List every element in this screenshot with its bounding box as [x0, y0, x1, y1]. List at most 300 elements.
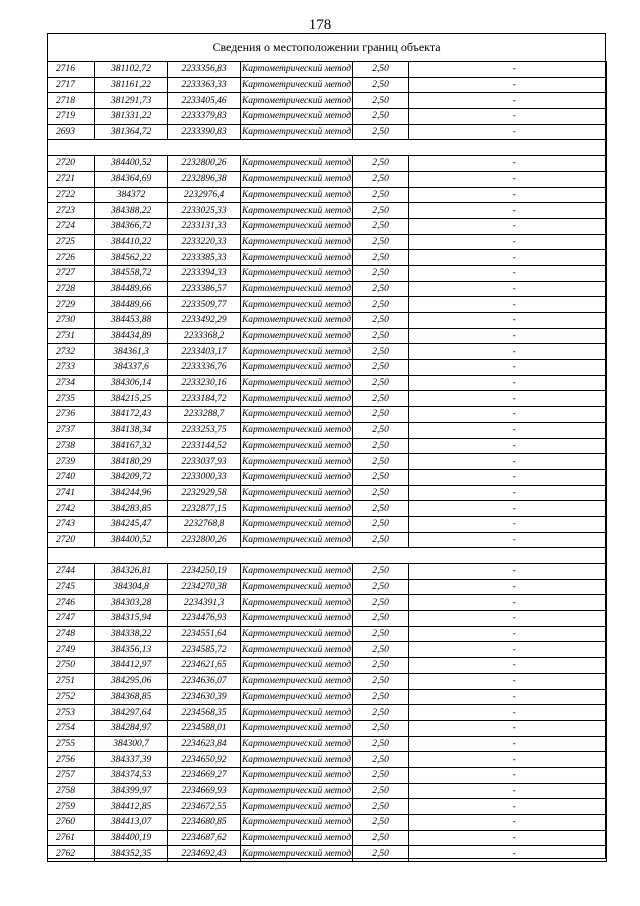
description-cell: - — [423, 438, 607, 454]
y-coordinate-cell: 2234391,3 — [168, 595, 241, 611]
method-cell: Картометрический метод — [241, 203, 353, 219]
blank-cell — [409, 689, 423, 705]
y-coordinate-cell: 2234621,65 — [168, 658, 241, 674]
description-cell: - — [423, 689, 607, 705]
method-cell: Картометрический метод — [241, 344, 353, 360]
table-row — [48, 689, 607, 705]
y-coordinate-cell: 2234551,64 — [168, 626, 241, 642]
x-coordinate-cell: 384400,52 — [95, 532, 168, 548]
blank-cell — [409, 203, 423, 219]
table-row — [48, 485, 607, 501]
accuracy-cell: 2,50 — [353, 438, 409, 454]
y-coordinate-cell: 2232929,58 — [168, 485, 241, 501]
method-cell: Картометрический метод — [241, 485, 353, 501]
description-cell: - — [423, 171, 607, 187]
method-cell: Картометрический метод — [241, 360, 353, 376]
coordinates-table — [47, 61, 607, 862]
description-cell: - — [423, 265, 607, 281]
accuracy-cell: 2,50 — [353, 626, 409, 642]
table-row — [48, 454, 607, 470]
point-number-cell: 2759 — [48, 799, 95, 815]
description-cell: - — [423, 218, 607, 234]
blank-cell — [409, 313, 423, 329]
description-cell: - — [423, 62, 607, 78]
method-cell: Картометрический метод — [241, 218, 353, 234]
table-title: Сведения о местоположении границ объекта — [48, 34, 605, 62]
accuracy-cell: 2,50 — [353, 673, 409, 689]
blank-cell — [409, 171, 423, 187]
y-coordinate-cell: 2234650,92 — [168, 752, 241, 768]
y-coordinate-cell: 2233336,76 — [168, 360, 241, 376]
method-cell: Картометрический метод — [241, 62, 353, 78]
table-row — [48, 767, 607, 783]
description-cell: - — [423, 595, 607, 611]
accuracy-cell: 2,50 — [353, 124, 409, 140]
method-cell: Картометрический метод — [241, 642, 353, 658]
x-coordinate-cell: 384283,85 — [95, 501, 168, 517]
x-coordinate-cell: 384244,96 — [95, 485, 168, 501]
table-row — [48, 109, 607, 125]
method-cell: Картометрический метод — [241, 767, 353, 783]
blank-cell — [409, 516, 423, 532]
x-coordinate-cell: 384209,72 — [95, 469, 168, 485]
y-coordinate-cell: 2234687,62 — [168, 830, 241, 846]
table-row — [48, 234, 607, 250]
blank-cell — [409, 156, 423, 172]
table-row — [48, 438, 607, 454]
method-cell: Картометрический метод — [241, 736, 353, 752]
description-cell: - — [423, 720, 607, 736]
description-cell: - — [423, 846, 607, 862]
table-row — [48, 501, 607, 517]
method-cell: Картометрический метод — [241, 799, 353, 815]
point-number-cell: 2733 — [48, 360, 95, 376]
x-coordinate-cell: 384410,22 — [95, 234, 168, 250]
x-coordinate-cell: 384562,22 — [95, 250, 168, 266]
accuracy-cell: 2,50 — [353, 281, 409, 297]
y-coordinate-cell: 2234568,35 — [168, 705, 241, 721]
x-coordinate-cell: 384558,72 — [95, 265, 168, 281]
table-row — [48, 124, 607, 140]
table-row — [48, 658, 607, 674]
accuracy-cell: 2,50 — [353, 689, 409, 705]
table-row — [48, 187, 607, 203]
table-row — [48, 297, 607, 313]
x-coordinate-cell: 384366,72 — [95, 218, 168, 234]
accuracy-cell: 2,50 — [353, 642, 409, 658]
y-coordinate-cell: 2234672,55 — [168, 799, 241, 815]
point-number-cell: 2758 — [48, 783, 95, 799]
y-coordinate-cell: 2234630,39 — [168, 689, 241, 705]
blank-cell — [409, 673, 423, 689]
point-number-cell: 2728 — [48, 281, 95, 297]
method-cell: Картометрический метод — [241, 313, 353, 329]
y-coordinate-cell: 2234270,38 — [168, 579, 241, 595]
x-coordinate-cell: 384295,06 — [95, 673, 168, 689]
y-coordinate-cell: 2233385,33 — [168, 250, 241, 266]
table-row — [48, 611, 607, 627]
method-cell: Картометрический метод — [241, 830, 353, 846]
y-coordinate-cell: 2234669,93 — [168, 783, 241, 799]
method-cell: Картометрический метод — [241, 532, 353, 548]
blank-cell — [409, 265, 423, 281]
blank-cell — [409, 705, 423, 721]
accuracy-cell: 2,50 — [353, 830, 409, 846]
table-row — [48, 799, 607, 815]
accuracy-cell: 2,50 — [353, 187, 409, 203]
point-number-cell: 2724 — [48, 218, 95, 234]
method-cell: Картометрический метод — [241, 375, 353, 391]
table-row — [48, 62, 607, 78]
table-row — [48, 469, 607, 485]
y-coordinate-cell: 2232896,38 — [168, 171, 241, 187]
x-coordinate-cell: 384489,66 — [95, 297, 168, 313]
point-number-cell: 2717 — [48, 77, 95, 93]
point-number-cell: 2757 — [48, 767, 95, 783]
page-number: 178 — [308, 17, 332, 33]
y-coordinate-cell: 2233144,52 — [168, 438, 241, 454]
blank-cell — [409, 485, 423, 501]
method-cell: Картометрический метод — [241, 501, 353, 517]
point-number-cell: 2761 — [48, 830, 95, 846]
blank-cell — [409, 626, 423, 642]
y-coordinate-cell: 2232976,4 — [168, 187, 241, 203]
description-cell: - — [423, 799, 607, 815]
blank-cell — [409, 422, 423, 438]
y-coordinate-cell: 2232877,15 — [168, 501, 241, 517]
accuracy-cell: 2,50 — [353, 375, 409, 391]
blank-cell — [409, 62, 423, 78]
accuracy-cell: 2,50 — [353, 422, 409, 438]
blank-cell — [409, 799, 423, 815]
accuracy-cell: 2,50 — [353, 218, 409, 234]
x-coordinate-cell: 384284,97 — [95, 720, 168, 736]
x-coordinate-cell: 381331,22 — [95, 109, 168, 125]
description-cell: - — [423, 469, 607, 485]
table-row — [48, 579, 607, 595]
method-cell: Картометрический метод — [241, 454, 353, 470]
accuracy-cell: 2,50 — [353, 250, 409, 266]
blank-cell — [409, 532, 423, 548]
description-cell: - — [423, 658, 607, 674]
x-coordinate-cell: 384412,97 — [95, 658, 168, 674]
accuracy-cell: 2,50 — [353, 658, 409, 674]
description-cell: - — [423, 501, 607, 517]
method-cell: Картометрический метод — [241, 658, 353, 674]
description-cell: - — [423, 454, 607, 470]
accuracy-cell: 2,50 — [353, 469, 409, 485]
method-cell: Картометрический метод — [241, 673, 353, 689]
method-cell: Картометрический метод — [241, 516, 353, 532]
point-number-cell: 2716 — [48, 62, 95, 78]
point-number-cell: 2739 — [48, 454, 95, 470]
x-coordinate-cell: 384356,13 — [95, 642, 168, 658]
accuracy-cell: 2,50 — [353, 783, 409, 799]
accuracy-cell: 2,50 — [353, 391, 409, 407]
table-row — [48, 313, 607, 329]
description-cell: - — [423, 281, 607, 297]
accuracy-cell: 2,50 — [353, 485, 409, 501]
description-cell: - — [423, 124, 607, 140]
point-number-cell: 2741 — [48, 485, 95, 501]
method-cell: Картометрический метод — [241, 109, 353, 125]
method-cell: Картометрический метод — [241, 469, 353, 485]
x-coordinate-cell: 381291,73 — [95, 93, 168, 109]
table-row — [48, 532, 607, 548]
point-number-cell: 2731 — [48, 328, 95, 344]
x-coordinate-cell: 384304,8 — [95, 579, 168, 595]
blank-cell — [409, 611, 423, 627]
method-cell: Картометрический метод — [241, 281, 353, 297]
point-number-cell: 2746 — [48, 595, 95, 611]
y-coordinate-cell: 2234680,85 — [168, 815, 241, 831]
y-coordinate-cell: 2233356,83 — [168, 62, 241, 78]
blank-cell — [409, 736, 423, 752]
y-coordinate-cell: 2233405,46 — [168, 93, 241, 109]
y-coordinate-cell: 2233492,29 — [168, 313, 241, 329]
method-cell: Картометрический метод — [241, 846, 353, 862]
blank-cell — [409, 297, 423, 313]
x-coordinate-cell: 381161,22 — [95, 77, 168, 93]
blank-cell — [409, 658, 423, 674]
method-cell: Картометрический метод — [241, 391, 353, 407]
blank-cell — [409, 109, 423, 125]
point-number-cell: 2735 — [48, 391, 95, 407]
table-row — [48, 328, 607, 344]
y-coordinate-cell: 2233037,93 — [168, 454, 241, 470]
description-cell: - — [423, 815, 607, 831]
accuracy-cell: 2,50 — [353, 564, 409, 580]
point-number-cell: 2749 — [48, 642, 95, 658]
y-coordinate-cell: 2233000,33 — [168, 469, 241, 485]
table-row — [48, 752, 607, 768]
point-number-cell: 2748 — [48, 626, 95, 642]
accuracy-cell: 2,50 — [353, 109, 409, 125]
accuracy-cell: 2,50 — [353, 752, 409, 768]
x-coordinate-cell: 384399,97 — [95, 783, 168, 799]
method-cell: Картометрический метод — [241, 93, 353, 109]
method-cell: Картометрический метод — [241, 407, 353, 423]
table-row — [48, 265, 607, 281]
table-row — [48, 344, 607, 360]
method-cell: Картометрический метод — [241, 720, 353, 736]
point-number-cell: 2750 — [48, 658, 95, 674]
description-cell: - — [423, 234, 607, 250]
method-cell: Картометрический метод — [241, 783, 353, 799]
point-number-cell: 2760 — [48, 815, 95, 831]
blank-cell — [409, 391, 423, 407]
y-coordinate-cell: 2234476,93 — [168, 611, 241, 627]
point-number-cell: 2721 — [48, 171, 95, 187]
point-number-cell: 2725 — [48, 234, 95, 250]
point-number-cell: 2752 — [48, 689, 95, 705]
table-row — [48, 705, 607, 721]
y-coordinate-cell: 2233390,83 — [168, 124, 241, 140]
point-number-cell: 2755 — [48, 736, 95, 752]
x-coordinate-cell: 384315,94 — [95, 611, 168, 627]
y-coordinate-cell: 2234588,01 — [168, 720, 241, 736]
description-cell: - — [423, 407, 607, 423]
y-coordinate-cell: 2233230,16 — [168, 375, 241, 391]
y-coordinate-cell: 2234636,07 — [168, 673, 241, 689]
accuracy-cell: 2,50 — [353, 313, 409, 329]
accuracy-cell: 2,50 — [353, 203, 409, 219]
blank-cell — [409, 815, 423, 831]
y-coordinate-cell: 2232800,26 — [168, 532, 241, 548]
description-cell: - — [423, 422, 607, 438]
group-separator — [48, 140, 607, 156]
table-row — [48, 642, 607, 658]
accuracy-cell: 2,50 — [353, 846, 409, 862]
table-row — [48, 564, 607, 580]
description-cell: - — [423, 328, 607, 344]
x-coordinate-cell: 384215,25 — [95, 391, 168, 407]
blank-cell — [409, 469, 423, 485]
accuracy-cell: 2,50 — [353, 720, 409, 736]
accuracy-cell: 2,50 — [353, 532, 409, 548]
x-coordinate-cell: 384337,6 — [95, 360, 168, 376]
blank-cell — [409, 501, 423, 517]
method-cell: Картометрический метод — [241, 752, 353, 768]
accuracy-cell: 2,50 — [353, 516, 409, 532]
point-number-cell: 2729 — [48, 297, 95, 313]
method-cell: Картометрический метод — [241, 564, 353, 580]
table-row — [48, 218, 607, 234]
x-coordinate-cell: 384434,89 — [95, 328, 168, 344]
point-number-cell: 2745 — [48, 579, 95, 595]
accuracy-cell: 2,50 — [353, 705, 409, 721]
blank-cell — [409, 830, 423, 846]
point-number-cell: 2720 — [48, 532, 95, 548]
y-coordinate-cell: 2232768,8 — [168, 516, 241, 532]
x-coordinate-cell: 384413,07 — [95, 815, 168, 831]
blank-cell — [409, 93, 423, 109]
y-coordinate-cell: 2233368,2 — [168, 328, 241, 344]
description-cell: - — [423, 391, 607, 407]
accuracy-cell: 2,50 — [353, 156, 409, 172]
description-cell: - — [423, 673, 607, 689]
blank-cell — [409, 438, 423, 454]
x-coordinate-cell: 384300,7 — [95, 736, 168, 752]
method-cell: Картометрический метод — [241, 689, 353, 705]
x-coordinate-cell: 384453,88 — [95, 313, 168, 329]
point-number-cell: 2738 — [48, 438, 95, 454]
point-number-cell: 2747 — [48, 611, 95, 627]
point-number-cell: 2762 — [48, 846, 95, 862]
x-coordinate-cell: 384172,43 — [95, 407, 168, 423]
description-cell: - — [423, 752, 607, 768]
method-cell: Картометрический метод — [241, 265, 353, 281]
accuracy-cell: 2,50 — [353, 579, 409, 595]
x-coordinate-cell: 384364,69 — [95, 171, 168, 187]
point-number-cell: 2719 — [48, 109, 95, 125]
method-cell: Картометрический метод — [241, 171, 353, 187]
y-coordinate-cell: 2233403,17 — [168, 344, 241, 360]
blank-cell — [409, 846, 423, 862]
method-cell: Картометрический метод — [241, 595, 353, 611]
blank-cell — [409, 595, 423, 611]
table-row — [48, 626, 607, 642]
y-coordinate-cell: 2233184,72 — [168, 391, 241, 407]
table-row — [48, 830, 607, 846]
blank-cell — [409, 328, 423, 344]
x-coordinate-cell: 384338,22 — [95, 626, 168, 642]
point-number-cell: 2751 — [48, 673, 95, 689]
accuracy-cell: 2,50 — [353, 62, 409, 78]
x-coordinate-cell: 381364,72 — [95, 124, 168, 140]
x-coordinate-cell: 384352,35 — [95, 846, 168, 862]
point-number-cell: 2718 — [48, 93, 95, 109]
accuracy-cell: 2,50 — [353, 328, 409, 344]
description-cell: - — [423, 626, 607, 642]
accuracy-cell: 2,50 — [353, 234, 409, 250]
description-cell: - — [423, 705, 607, 721]
table-row — [48, 93, 607, 109]
y-coordinate-cell: 2234692,43 — [168, 846, 241, 862]
point-number-cell: 2743 — [48, 516, 95, 532]
accuracy-cell: 2,50 — [353, 407, 409, 423]
y-coordinate-cell: 2232800,26 — [168, 156, 241, 172]
description-cell: - — [423, 532, 607, 548]
point-number-cell: 2754 — [48, 720, 95, 736]
method-cell: Картометрический метод — [241, 250, 353, 266]
y-coordinate-cell: 2234623,84 — [168, 736, 241, 752]
point-number-cell: 2756 — [48, 752, 95, 768]
description-cell: - — [423, 250, 607, 266]
table-row — [48, 171, 607, 187]
table-row — [48, 391, 607, 407]
blank-cell — [409, 642, 423, 658]
y-coordinate-cell: 2233379,83 — [168, 109, 241, 125]
y-coordinate-cell: 2234585,72 — [168, 642, 241, 658]
x-coordinate-cell: 384374,53 — [95, 767, 168, 783]
description-cell: - — [423, 109, 607, 125]
method-cell: Картометрический метод — [241, 297, 353, 313]
point-number-cell: 2734 — [48, 375, 95, 391]
blank-cell — [409, 564, 423, 580]
table-row — [48, 375, 607, 391]
x-coordinate-cell: 384297,64 — [95, 705, 168, 721]
table-row — [48, 595, 607, 611]
accuracy-cell: 2,50 — [353, 265, 409, 281]
accuracy-cell: 2,50 — [353, 171, 409, 187]
description-cell: - — [423, 297, 607, 313]
point-number-cell: 2722 — [48, 187, 95, 203]
blank-cell — [409, 250, 423, 266]
method-cell: Картометрический метод — [241, 705, 353, 721]
blank-cell — [409, 218, 423, 234]
method-cell: Картометрический метод — [241, 815, 353, 831]
blank-cell — [409, 454, 423, 470]
method-cell: Картометрический метод — [241, 156, 353, 172]
x-coordinate-cell: 384489,66 — [95, 281, 168, 297]
description-cell: - — [423, 156, 607, 172]
table-row — [48, 281, 607, 297]
point-number-cell: 2723 — [48, 203, 95, 219]
point-number-cell: 2740 — [48, 469, 95, 485]
x-coordinate-cell: 384326,81 — [95, 564, 168, 580]
method-cell: Картометрический метод — [241, 77, 353, 93]
x-coordinate-cell: 384245,47 — [95, 516, 168, 532]
description-cell: - — [423, 187, 607, 203]
blank-cell — [409, 344, 423, 360]
y-coordinate-cell: 2233220,33 — [168, 234, 241, 250]
accuracy-cell: 2,50 — [353, 736, 409, 752]
table-row — [48, 422, 607, 438]
description-cell: - — [423, 344, 607, 360]
accuracy-cell: 2,50 — [353, 297, 409, 313]
method-cell: Картометрический метод — [241, 611, 353, 627]
